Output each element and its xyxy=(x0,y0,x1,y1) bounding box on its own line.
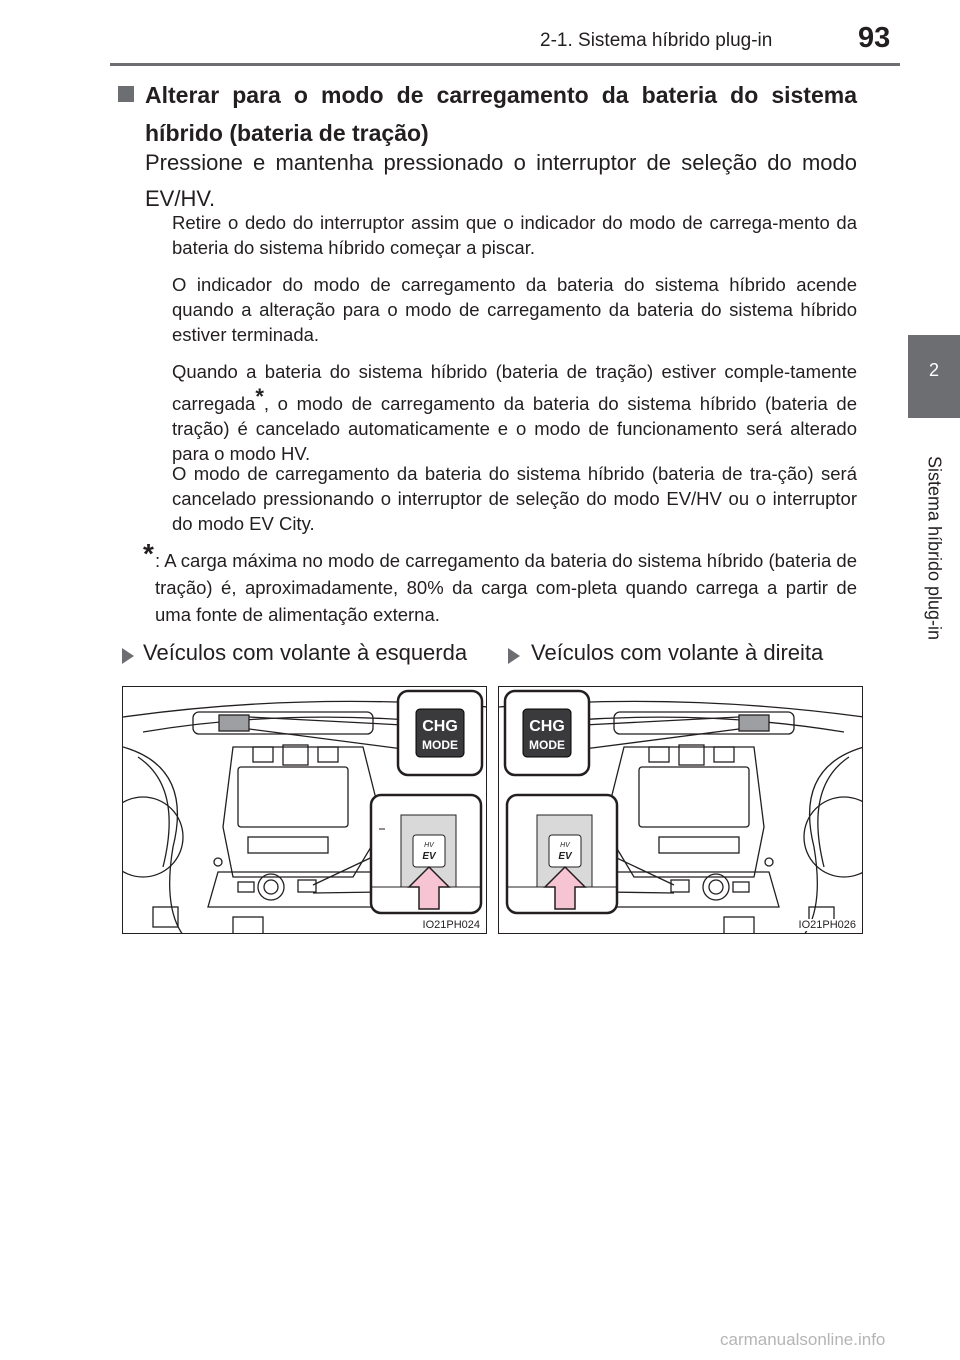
caption-left-hand-drive: Veículos com volante à esquerda xyxy=(143,640,468,665)
figure-right-hand-drive xyxy=(498,686,863,934)
footnote-marker: * xyxy=(143,538,154,569)
chg-button-label-line1: CHG xyxy=(422,718,458,735)
chapter-side-label: Sistema híbrido plug-in xyxy=(924,455,945,641)
dashboard-illustration xyxy=(123,687,487,934)
figure-left-hand-drive xyxy=(122,686,487,934)
paragraph-1: Retire o dedo do interruptor assim que o indicador do modo de carrega-mento da bateria do sistema híbrido começar a piscar. xyxy=(172,212,857,258)
dashboard-illustration xyxy=(499,687,863,934)
section-instruction: Pressione e mantenha pressionado o interruptor de seleção do modo EV/HV. xyxy=(145,150,857,211)
triangle-bullet-icon xyxy=(122,648,134,664)
paragraph-3-end: , o modo de carregamento da bateria do sistema híbrido (bateria de tração) é cancelado automaticamente e o modo de funcionamento será alterado para o modo HV. xyxy=(172,393,857,464)
chg-button-label-line2: MODE xyxy=(529,738,565,752)
chg-button-label-line1: CHG xyxy=(529,718,565,735)
switch-label-hv: HV xyxy=(560,842,570,849)
running-header: 2-1. Sistema híbrido plug-in xyxy=(540,30,773,51)
switch-label-ev: EV xyxy=(558,851,572,862)
paragraph-2: O indicador do modo de carregamento da bateria do sistema híbrido acende quando a alteração para o modo de carregamento da bateria do sistema híbrido estiver terminada. xyxy=(172,274,857,345)
watermark: carmanualsonline.info xyxy=(720,1330,886,1349)
page-number: 93 xyxy=(858,22,891,54)
caption-right-hand-drive: Veículos com volante à direita xyxy=(531,640,824,665)
figure-code: IO21PH026 xyxy=(798,919,856,931)
footnote-text: : A carga máxima no modo de carregamento da bateria do sistema híbrido (bateria de tração) é, aproximadamente, 80% da carga com-pleta quando carrega a partir de uma fonte de alimentação externa. xyxy=(155,550,857,625)
switch-label-hv: HV xyxy=(424,842,434,849)
chapter-tab-number: 2 xyxy=(928,360,939,380)
switch-label-ev: EV xyxy=(422,851,436,862)
paragraph-3 xyxy=(172,359,857,466)
triangle-bullet-icon xyxy=(508,648,520,664)
section-heading: Alterar para o modo de carregamento da bateria do sistema híbrido (bateria de tração) xyxy=(145,82,857,146)
header-rule xyxy=(110,63,900,66)
paragraph-3-start: Quando a bateria do sistema híbrido (bateria de tração) estiver comple-tamente carregada xyxy=(172,361,857,414)
paragraph-4: O modo de carregamento da bateria do sistema híbrido (bateria de tra-ção) será cancelado pressionando o interruptor de seleção do modo EV/HV ou o interruptor do modo EV City. xyxy=(172,463,857,534)
footnote-reference: * xyxy=(255,384,264,409)
chg-button-label-line2: MODE xyxy=(422,738,458,752)
figure-code: IO21PH024 xyxy=(422,919,480,931)
section-square-marker xyxy=(118,86,134,102)
